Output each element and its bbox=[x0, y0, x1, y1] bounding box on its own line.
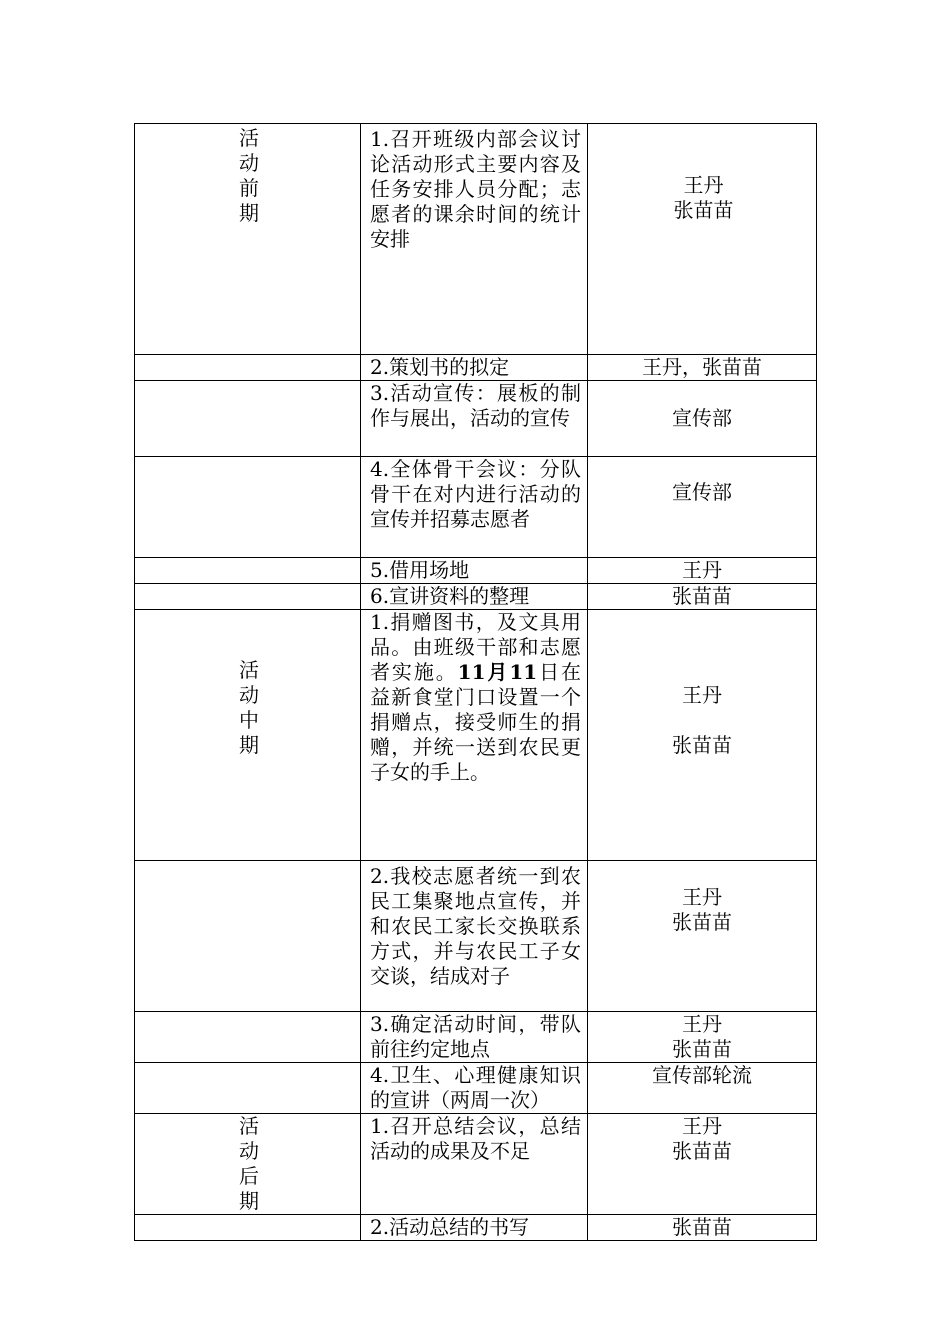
stage-cell bbox=[135, 584, 361, 610]
owner-cell bbox=[588, 584, 817, 610]
owner-text: 王丹 张苗苗 bbox=[673, 173, 734, 222]
task-text: 6.宣讲资料的整理 bbox=[370, 584, 530, 608]
owner-text: 张苗苗 bbox=[672, 584, 732, 608]
task-cell bbox=[361, 861, 588, 1012]
owner-cell bbox=[588, 861, 817, 1012]
task-text-part: 1.捐赠图书，及文具用品。由班级干部和志愿者实施。 bbox=[370, 610, 581, 684]
owner-text: 张苗苗 bbox=[672, 1215, 732, 1239]
stage-cell bbox=[135, 1215, 361, 1241]
task-cell bbox=[361, 124, 588, 355]
task-text: 2.活动总结的书写 bbox=[370, 1215, 530, 1239]
task-cell bbox=[361, 381, 588, 457]
table-row bbox=[135, 124, 817, 355]
task-text bbox=[361, 610, 587, 785]
owner-text: 王丹 张苗苗 bbox=[672, 885, 732, 934]
owner-text: 王丹 张苗苗 bbox=[672, 1012, 732, 1061]
table-row bbox=[135, 558, 817, 584]
task-cell bbox=[361, 1012, 588, 1063]
owner-text: 王丹 张苗苗 bbox=[672, 1114, 732, 1163]
stage-label-middle: 活 动 中 期 bbox=[239, 658, 259, 757]
task-cell bbox=[361, 355, 588, 381]
stage-cell bbox=[135, 558, 361, 584]
task-cell bbox=[361, 558, 588, 584]
task-text-part: 日在益新食堂门口设置一个捐赠点，接受师生的捐赠，并统一送到农民更子女的手上。 bbox=[370, 660, 582, 784]
stage-cell bbox=[135, 861, 361, 1012]
owner-text: 宣传部 bbox=[672, 406, 732, 430]
owner-cell bbox=[588, 1215, 817, 1241]
activity-plan-table bbox=[134, 123, 817, 1241]
table-row bbox=[135, 861, 817, 1012]
table-row bbox=[135, 381, 817, 457]
owner-text: 王丹，张苗苗 bbox=[642, 355, 762, 379]
table-row bbox=[135, 1063, 817, 1114]
owner-text: 王丹 bbox=[682, 558, 722, 582]
owner-cell bbox=[588, 1012, 817, 1063]
task-text: 1.召开总结会议，总结活动的成果及不足 bbox=[370, 1114, 581, 1163]
stage-cell bbox=[135, 381, 361, 457]
owner-text: 王丹 张苗苗 bbox=[672, 683, 732, 757]
stage-cell bbox=[135, 1012, 361, 1063]
task-cell bbox=[361, 1114, 588, 1215]
table-row bbox=[135, 355, 817, 381]
stage-label-early: 活 动 前 期 bbox=[239, 126, 259, 225]
task-cell bbox=[361, 610, 588, 861]
task-text: 3.活动宣传：展板的制作与展出，活动的宣传 bbox=[370, 381, 581, 430]
stage-cell bbox=[135, 124, 361, 355]
task-text: 4.卫生、心理健康知识的宣讲（两周一次） bbox=[370, 1063, 581, 1112]
owner-text: 宣传部 bbox=[672, 480, 732, 504]
task-cell bbox=[361, 1215, 588, 1241]
table-row bbox=[135, 1215, 817, 1241]
task-text: 3.确定活动时间，带队前往约定地点 bbox=[370, 1012, 581, 1061]
task-cell bbox=[361, 584, 588, 610]
stage-cell bbox=[135, 355, 361, 381]
task-cell bbox=[361, 1063, 588, 1114]
table-row bbox=[135, 1012, 817, 1063]
table-row bbox=[135, 584, 817, 610]
task-text: 2.我校志愿者统一到农民工集聚地点宣传，并和农民工家长交换联系方式，并与农民工子女交谈，结成对子 bbox=[370, 864, 581, 988]
table-row bbox=[135, 610, 817, 861]
owner-cell bbox=[588, 381, 817, 457]
task-text: 1.召开班级内部会议讨论活动形式主要内容及任务安排人员分配；志愿者的课余时间的统计安排 bbox=[370, 127, 581, 251]
owner-cell bbox=[588, 610, 817, 861]
stage-cell bbox=[135, 610, 361, 861]
stage-cell bbox=[135, 1114, 361, 1215]
stage-label-late: 活 动 后 期 bbox=[239, 1114, 259, 1213]
task-text: 5.借用场地 bbox=[370, 558, 470, 582]
task-text: 2.策划书的拟定 bbox=[370, 355, 510, 379]
stage-cell bbox=[135, 1063, 361, 1114]
task-cell bbox=[361, 457, 588, 558]
task-text: 4.全体骨干会议：分队骨干在对内进行活动的宣传并招募志愿者 bbox=[370, 457, 581, 531]
owner-text: 宣传部轮流 bbox=[652, 1063, 752, 1087]
owner-cell bbox=[588, 1063, 817, 1114]
owner-cell bbox=[588, 1114, 817, 1215]
owner-cell bbox=[588, 457, 817, 558]
stage-cell bbox=[135, 457, 361, 558]
task-text-date: 11月11 bbox=[457, 660, 538, 684]
table-row bbox=[135, 1114, 817, 1215]
owner-cell bbox=[588, 124, 817, 355]
owner-cell bbox=[588, 355, 817, 381]
table-row bbox=[135, 457, 817, 558]
owner-cell bbox=[588, 558, 817, 584]
